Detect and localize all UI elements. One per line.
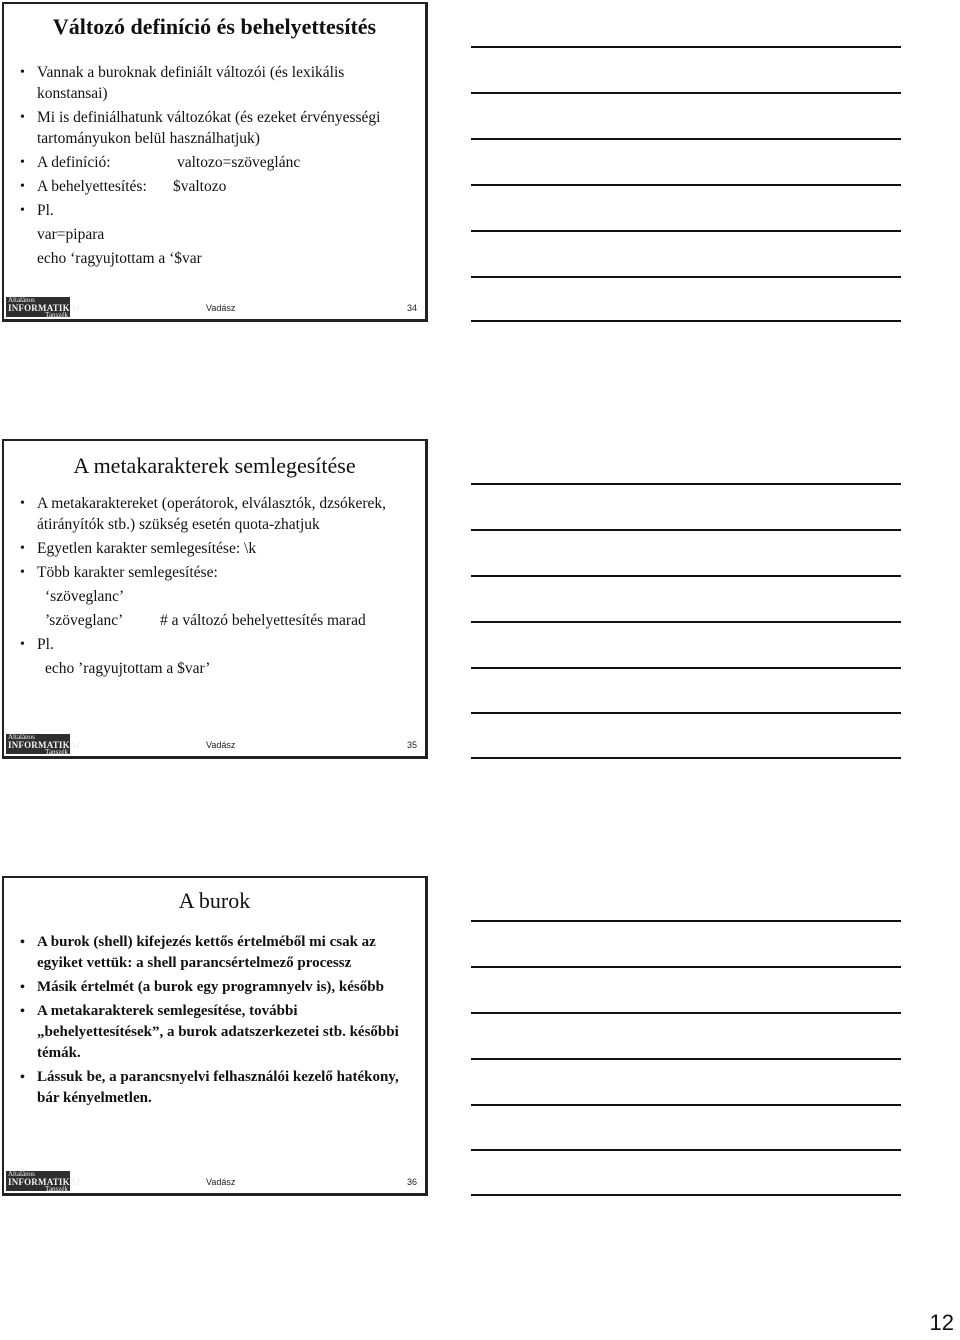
logo-line: Tanszék bbox=[45, 1185, 68, 1193]
bullet-item bbox=[18, 176, 417, 197]
slide-number: 35 bbox=[407, 740, 418, 750]
note-line bbox=[471, 529, 901, 531]
logo-line: Általános bbox=[8, 1170, 35, 1178]
footer-author: Vadász bbox=[206, 740, 236, 750]
continuation-line: var=pipara bbox=[37, 226, 105, 243]
logo-line: Tanszék bbox=[45, 748, 68, 756]
note-line bbox=[471, 483, 901, 485]
logo-line: Tanszék bbox=[45, 311, 68, 319]
slide-34 bbox=[2, 2, 428, 322]
bullet-item: • Több karakter semlegesítése: bbox=[18, 562, 417, 583]
continuation-line: ‘szöveglanc’ bbox=[45, 588, 125, 605]
bullet-item: • A burok (shell) kifejezés kettős értelméből mi csak az egyiket vettük: a shell parancsértelmező processz bbox=[18, 932, 417, 974]
note-line bbox=[471, 276, 901, 278]
slide-footer bbox=[4, 295, 425, 317]
note-line bbox=[471, 138, 901, 140]
bullet-label: A behelyettesítés: bbox=[37, 178, 147, 195]
department-logo bbox=[6, 1170, 81, 1193]
slide-35 bbox=[2, 439, 428, 759]
slide-title: A metakarakterek semlegesítése bbox=[73, 453, 356, 478]
note-line bbox=[471, 575, 901, 577]
continuation-line: echo ’ragyujtottam a $var’ bbox=[45, 660, 211, 677]
bullet-item: • Mi is definiálhatunk változókat (és ezeket érvényességi tartományukon belül használhatjuk) bbox=[18, 107, 417, 149]
bullet-item bbox=[18, 152, 417, 173]
note-line bbox=[471, 621, 901, 623]
note-line bbox=[471, 667, 901, 669]
code-text: ’szöveglanc’ bbox=[45, 612, 124, 629]
comment-text: # a változó behelyettesítés marad bbox=[160, 612, 366, 629]
note-line bbox=[471, 966, 901, 968]
bullet-list bbox=[18, 493, 417, 682]
note-line bbox=[471, 1104, 901, 1106]
note-line bbox=[471, 184, 901, 186]
bullet-item: • Lássuk be, a parancsnyelvi felhasználói kezelő hatékony, bár kényelmetlen. bbox=[18, 1067, 417, 1109]
logo-line: INFORMATIKAI bbox=[8, 740, 81, 750]
bullet-item: • A metakaraktereket (operátorok, elválasztók, dzsókerek, átirányítók stb.) szükség esetén quota-zhatjuk bbox=[18, 493, 417, 535]
logo-line: INFORMATIKAI bbox=[8, 1177, 81, 1187]
slide-36 bbox=[2, 876, 428, 1196]
footer-author: Vadász bbox=[206, 1177, 236, 1187]
continuation-line bbox=[18, 610, 417, 631]
note-line bbox=[471, 757, 901, 759]
bullet-label: A definíció: bbox=[37, 154, 111, 171]
slide-title: A burok bbox=[178, 888, 251, 913]
continuation-line: echo ‘ragyujtottam a ‘$var bbox=[37, 250, 202, 267]
department-logo bbox=[6, 733, 81, 756]
logo-line: Általános bbox=[8, 296, 35, 304]
note-line bbox=[471, 1058, 901, 1060]
note-line bbox=[471, 92, 901, 94]
slide-footer bbox=[4, 1169, 425, 1191]
bullet-item: • Vannak a buroknak definiált változói (és lexikális konstansai) bbox=[18, 62, 417, 104]
footer-author: Vadász bbox=[206, 303, 236, 313]
department-logo bbox=[6, 296, 81, 319]
slide-title: Változó definíció és behelyettesítés bbox=[52, 14, 377, 39]
note-line bbox=[471, 1149, 901, 1151]
slide-number: 36 bbox=[407, 1177, 418, 1187]
note-line bbox=[471, 1012, 901, 1014]
bullet-item: • Pl. bbox=[18, 200, 417, 221]
logo-line: Általános bbox=[8, 733, 35, 741]
bullet-value: $valtozo bbox=[173, 178, 227, 195]
bullet-list bbox=[18, 62, 417, 272]
page-number: 12 bbox=[929, 1310, 954, 1335]
note-line bbox=[471, 320, 901, 322]
note-line bbox=[471, 920, 901, 922]
logo-line: INFORMATIKAI bbox=[8, 303, 81, 313]
note-line bbox=[471, 1194, 901, 1196]
bullet-list bbox=[18, 932, 417, 1112]
bullet-item: • Másik értelmét (a burok egy programnyelv is), később bbox=[18, 977, 417, 998]
note-line bbox=[471, 230, 901, 232]
bullet-value: valtozo=szöveglánc bbox=[177, 154, 301, 171]
note-line bbox=[471, 712, 901, 714]
slide-footer bbox=[4, 732, 425, 754]
note-line bbox=[471, 46, 901, 48]
slide-number: 34 bbox=[407, 303, 418, 313]
bullet-item: • A metakarakterek semlegesítése, további „behelyettesítések”, a burok adatszerkezetei stb. későbbi témák. bbox=[18, 1001, 417, 1064]
bullet-item: • Egyetlen karakter semlegesítése: \k bbox=[18, 538, 417, 559]
bullet-item: • Pl. bbox=[18, 634, 417, 655]
